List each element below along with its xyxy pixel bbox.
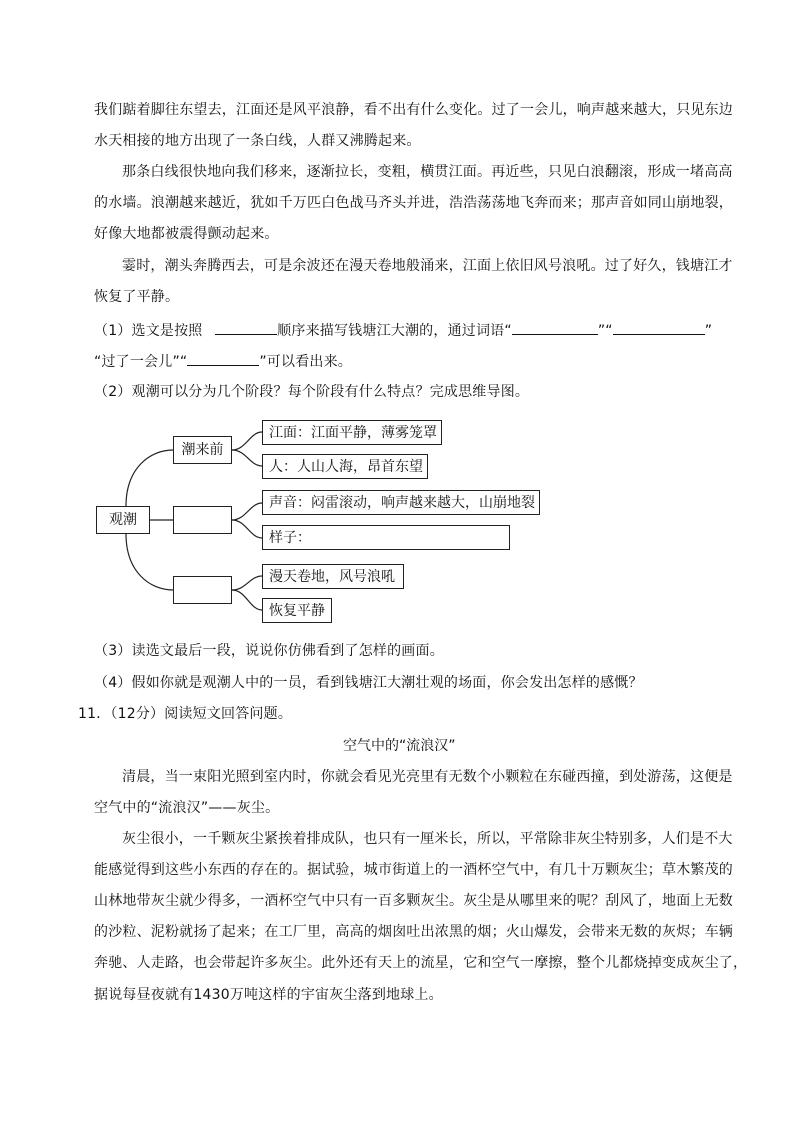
question-11-header: 11．（12分）阅读短文回答问题。	[78, 706, 293, 722]
article-line-3: 灰尘很小，一千颗灰尘紧挨着排成队，也只有一厘米长，所以，平常除非灰尘特别多，人们是不大	[122, 831, 733, 847]
passage1-line-7: 恢复了平静。	[94, 289, 180, 305]
mindmap-stage-3-box[interactable]	[173, 576, 232, 604]
article-line-8: 据说每昼夜就有1430万吨这样的宇宙灰尘落到地球上。	[94, 987, 443, 1003]
mindmap-stage-2-box[interactable]	[173, 506, 232, 534]
passage1-line-5: 好像大地都被震得颤动起来。	[94, 226, 279, 242]
q1-text-c: ”“	[597, 323, 613, 339]
passage1-line-2: 水天相接的地方出现了一条白线，人群又沸腾起来。	[94, 133, 421, 149]
mindmap-look-box[interactable]: 样子：	[262, 525, 510, 550]
mindmap-stage-1-box: 潮来前	[173, 436, 232, 464]
passage1-line-6: 霎时，潮头奔腾西去，可是余波还在漫天卷地般涌来，江面上依旧风号浪吼。过了好久，钱塘江才	[122, 258, 733, 274]
q1-text-b: 顺序来描写钱塘江大潮的，通过词语“	[277, 323, 512, 339]
passage1-line-4: 的水墙。浪潮越来越近，犹如千万匹白色战马齐头并进，浩浩荡荡地飞奔而来；那声音如同山崩地裂，	[94, 195, 733, 211]
article-line-2: 空气中的“流浪汉”——灰尘。	[94, 800, 280, 816]
question-4: （4）假如你就是观潮人中的一员，看到钱塘江大潮壮观的场面，你会发出怎样的感慨？	[94, 675, 643, 691]
question-2: （2）观潮可以分为几个阶段？每个阶段有什么特点？完成思维导图。	[94, 384, 530, 400]
passage1-line-1: 我们踮着脚往东望去，江面还是风平浪静，看不出有什么变化。过了一会儿，响声越来越大，只见东边	[94, 102, 733, 118]
article-title: 空气中的“流浪汉”	[343, 738, 456, 754]
mindmap-calm-box: 恢复平静	[262, 598, 332, 623]
mindmap-aftermath-box: 漫天卷地，风号浪吼	[262, 564, 404, 589]
q1-text-a: （1）选文是按照	[94, 323, 203, 339]
mindmap-root-box: 观潮	[96, 506, 150, 534]
article-line-4: 能感觉得到这些小东西的存在的。据试验，城市街道上的一酒杯空气中，有几十万颗灰尘；草木繁茂的	[94, 862, 733, 878]
article-line-6: 的沙粒、泥粉就扬了起来；在工厂里，高高的烟囱吐出浓黑的烟；火山爆发，会带来无数的灰烬；车辆	[94, 924, 733, 940]
mindmap-people-box: 人：人山人海，昂首东望	[262, 454, 428, 479]
article-line-1: 清晨，当一束阳光照到室内时，你就会看见光亮里有无数个小颗粒在东碰西撞，到处游荡，这便是	[122, 769, 733, 785]
article-line-5: 山林地带灰尘就少得多，一酒杯空气中只有一百多颗灰尘。灰尘是从哪里来的呢？刮风了，地面上无数	[94, 893, 733, 909]
q1-text-f: ”可以看出来。	[259, 354, 353, 370]
q1-text-e: “过了一会儿”“	[94, 354, 188, 370]
question-3: （3）读选文最后一段，说说你仿佛看到了怎样的画面。	[94, 643, 444, 659]
q1-text-d: ”	[704, 323, 713, 339]
article-line-7: 奔驰、人走路，也会带起许多灰尘。此外还有天上的流星，它和空气一摩擦，整个儿都烧掉变成灰尘了，	[94, 955, 748, 971]
passage1-line-3: 那条白线很快地向我们移来，逐渐拉长，变粗，横贯江面。再近些，只见白浪翻滚，形成一堵高高	[122, 164, 733, 180]
mindmap-river-box: 江面：江面平静，薄雾笼罩	[262, 420, 442, 445]
mindmap-sound-box: 声音：闷雷滚动，响声越来越大，山崩地裂	[262, 490, 540, 515]
